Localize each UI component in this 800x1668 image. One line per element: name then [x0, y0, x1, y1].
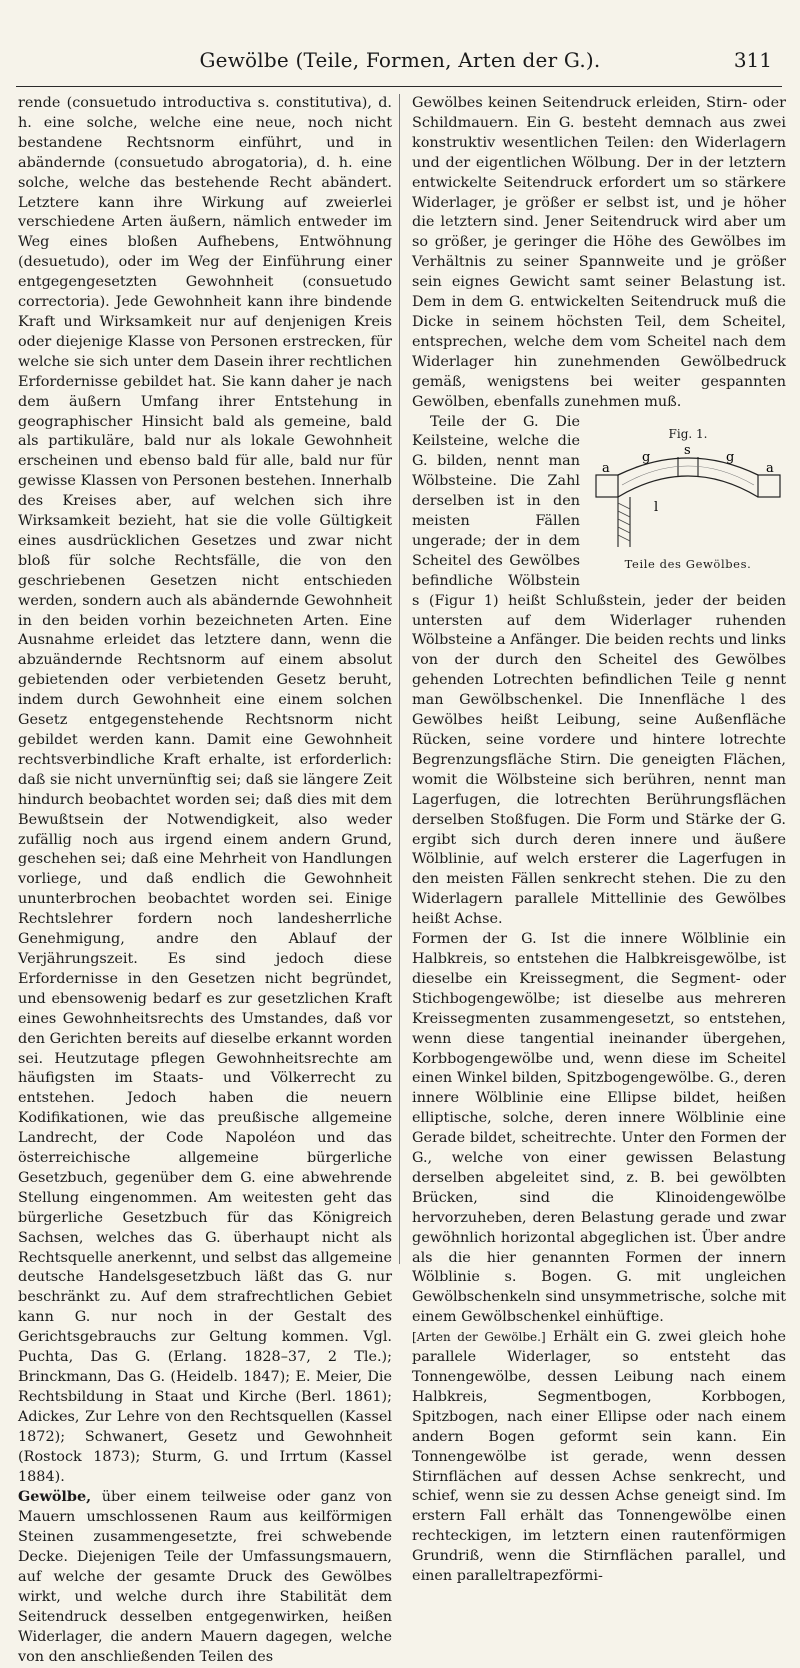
- left-column: [18, 94, 392, 1668]
- letter-s: s: [684, 444, 691, 458]
- letter-g-left: g: [642, 449, 651, 465]
- letter-g-right: g: [726, 449, 735, 465]
- header-rule: [16, 86, 782, 87]
- figure-label: Fig. 1.: [668, 426, 708, 441]
- right-paragraph-1: Gewölbes keinen Seitendruck erleiden, Stirn- oder Schildmauern. Ein G. besteht demnach aus zwei konstruktiv wesentlichen Teilen: den Widerlagern und der eigentlichen Wölbung. Der in der letztern entwickelte Seitendruck erfordert um so stärkere Widerlager, je größer er selbst ist, und je höher die letztern sind. Jener Seitendruck wird aber um so größer, je geringer die Höhe des Gewölbes im Verhältnis zu seiner Spannweite und je größer sein eignes Gewicht samt seiner Belastung ist. Dem in dem G. entwickelten Seitendruck muß die Dicke in seinem höchsten Teil, dem Scheitel, entsprechen, welche dem vom Scheitel nach dem Widerlager hin zunehmenden Gewölbedruck gemäß, wenigstens bei weiter gespannten Gewölben, ebenfalls zunehmen muß.: [412, 95, 786, 410]
- section-teile: Teile der G. Die Keilsteine, welche die G. bilden, nennt man Wölbsteine. Die Zahl derselben ist in den meisten Fällen ungerade; der in dem Scheitel des Gewölbes befindliche Wölbstein s (Figur 1) heißt Schlußstein, jeder der beiden untersten auf dem Widerlager ruhenden Wölbsteine a Anfänger. Die beiden rechts und links von der durch den Scheitel des Gewölbes gehenden Lotrechten befindlichen Teile g nennt man Gewölbschenkel. Die Innenfläche l des Gewölbes heißt Leibung, seine Außenfläche Rücken, seine vordere und hintere lotrechte Begrenzungsfläche Stirn. Die geneigten Flächen, womit die Wölbsteine sich berühren, nennt man Lagerfugen, die lotrechten Berührungsflächen derselben Stoßfugen. Die Form und Stärke der G. ergibt sich durch deren innere und äußere Wölblinie, auf welch ersterer die Lagerfugen in den meisten Fällen senkrecht stehen. Die zu den Widerlagern parallele Mittellinie des Gewölbes heißt Achse.: [412, 413, 786, 928]
- left-paragraph-1: rende (consuetudo introductiva s. constitutiva), d. h. eine solche, welche eine neue, noch nicht bestandene Rechtsnorm einführt, und in abändernde (consuetudo abrogatoria), d. h. eine solche, welche das bestehende Recht abändert. Letztere kann ihre Wirkung auf zweierlei verschiedene Arten äußern, nämlich entweder im Weg eines bloßen Aufhebens, Entwöhnung (desuetudo), oder im Weg der Einführung einer entgegengesetzten Gewohnheit (consuetudo correctoria). Jede Gewohnheit kann ihre bindende Kraft und Wirksamkeit nur auf denjenigen Kreis oder diejenige Klasse von Personen erstrecken, für welche sie sich unter dem Dasein ihrer rechtlichen Erfordernisse gebildet hat. Sie kann daher je nach dem äußern Umfang ihrer Entstehung in geographischer Hinsicht bald als gemeine, bald als partikuläre, bald nur als lokale Gewohnheit erscheinen und ebenso bald für alle, bald nur für gewisse Klassen von Personen bestehen. Innerhalb des Kreises aber, auf welchen sich ihre Wirksamkeit bezieht, hat sie die volle Gültigkeit eines ausdrücklichen Gesetzes und zwar nicht bloß für solche Rechtsfälle, die von den geschriebenen Gesetzen nicht entschieden werden, sondern auch als abändernde Gewohnheit in den beiden vorhin bezeichneten Arten. Eine Ausnahme erleidet das letztere dann, wenn die abzuändernde Rechtsnorm auf einem absolut gebietenden oder verbietenden Gesetz beruht, indem durch Gewohnheit eine einem solchen Gesetz entgegenstehende Rechtsnorm nicht gebildet werden kann. Damit eine Gewohnheit rechtsverbindliche Kraft erhalte, ist erforderlich: daß sie nicht unvernünftig sei; daß sie längere Zeit hindurch beobachtet worden sei; daß dies mit dem Bewußtsein der Notwendigkeit, also weder zufällig noch aus irgend einem andern Grund, geschehen sei; daß eine Mehrheit von Handlungen vorliege, und daß endlich die Gewohnheit ununterbrochen beobachtet worden sei. Einige Rechtslehrer fordern noch landesherrliche Genehmigung, andre den Ablauf der Verjährungszeit. Es sind jedoch diese Erfordernisse in den Gesetzen nicht begründet, und ebensowenig bedarf es zur gesetzlichen Kraft eines Gewohnheitsrechts des Umstandes, daß vor den Gerichten bereits auf dieselbe erkannt worden sei. Heutzutage pflegen Gewohnheitsrechte am häufigsten im Staats- und Völkerrecht zu entstehen. Jedoch haben die neuern Kodifikationen, wie das preußische allgemeine Landrecht, der Code Napoléon und das österreichische allgemeine bürgerliche Gesetzbuch, gegenüber dem G. eine abwehrende Stellung eingenommen. Am weitesten geht das bürgerliche Gesetzbuch für das Königreich Sachsen, welches das G. überhaupt nicht als Rechtsquelle anerkennt, und selbst das allgemeine deutsche Handelsgesetzbuch läßt das G. nur beschränkt zu. Auf dem strafrechtlichen Gebiet kann G. nur noch in der Gestalt des Gerichtsgebrauchs zur Geltung kommen. Vgl. Puchta, Das G. (Erlang. 1828–37, 2 Tle.); Brinckmann, Das G. (Heidelb. 1847); E. Meier, Die Rechtsbildung in Staat und Kirche (Berl. 1861); Adickes, Zur Lehre von den Rechtsquellen (Kassel 1872); Schwanert, Gesetz und Gewohnheit (Rostock 1873); Sturm, G. und Irrtum (Kassel 1884).: [18, 95, 393, 1485]
- section-formen: Formen der G. Ist die innere Wölblinie ein Halbkreis, so entstehen die Halbkreisgewölbe, ist dieselbe ein Kreissegment, die Segment- oder Stichbogengewölbe; ist dieselbe aus mehreren Kreissegmenten zusammengesetzt, so entstehen, wenn diese tangential ineinander übergehen, Korbbogengewölbe und, wenn diese im Scheitel einen Winkel bilden, Spitzbogengewölbe. G., deren innere Wölblinie eine Ellipse bildet, heißen elliptische, solche, deren innere Wölblinie eine Gerade bildet, scheitrechte. Unter den Formen der G., welche von einer gewissen Belastung derselben abgeleitet sind, z. B. bei gewölbten Brücken, sind die Klinoidengewölbe hervorzuheben, deren Belastung gerade und zwar gewöhnlich horizontal abgeglichen ist. Über andre als die hier genannten Formen der innern Wölblinie s. Bogen. G. mit ungleichen Gewölbschenkeln sind unsymmetrische, solche mit einem Gewölbschenkel einhüftige.: [412, 931, 786, 1326]
- column-divider: [399, 94, 400, 1264]
- running-head-title: Gewölbe (Teile, Formen, Arten der G.).: [199, 48, 601, 72]
- right-column: [412, 94, 786, 1587]
- letter-a-left: a: [602, 460, 610, 476]
- entry-headword: Gewölbe,: [18, 1488, 92, 1506]
- section-arten-text: Erhält ein G. zwei gleich hohe parallele Widerlager, so entsteht das Tonnengewölbe, dessen Leibung nach einem Halbkreis, Segmentbogen, Korbbogen, Spitzbogen, nach einer Ellipse oder nach einem andern Bogen geformt sein kann. Ein Tonnengewölbe ist gerade, wenn dessen Stirnflächen auf dessen Achse senkrecht, und schief, wenn sie zu dessen Achse geneigt sind. Im erstern Fall erhält das Tonnengewölbe einen rechteckigen, im letztern einen rautenförmigen Grundriß, wenn die Stirnflächen parallel, und einen paralleltrapezförmi-: [412, 1329, 786, 1585]
- arch-diagram: [594, 445, 782, 549]
- entry-text: über einem teilweise oder ganz von Mauern umschlossenen Raum aus keilförmigen Steinen zusammengesetzte, frei schwebende Decke. Diejenigen Teile der Umfassungsmauern, auf welche der gesamte Druck des Gewölbes wirkt, und welche durch ihre Stabilität dem Seitendruck desselben entgegenwirken, heißen Widerlager, die andern Mauern dagegen, welche von den anschließenden Teilen des: [18, 1489, 392, 1665]
- figure-caption: Teile des Gewölbes.: [624, 556, 752, 571]
- section-arten-heading: [Arten der Gewölbe.]: [412, 1330, 546, 1345]
- letter-a-right: a: [766, 460, 774, 476]
- entry-gewoelbe: [18, 1487, 392, 1667]
- page-number: 311: [733, 48, 772, 72]
- figure-1: [590, 425, 786, 575]
- section-arten: [412, 1328, 786, 1587]
- letter-l: l: [654, 499, 659, 515]
